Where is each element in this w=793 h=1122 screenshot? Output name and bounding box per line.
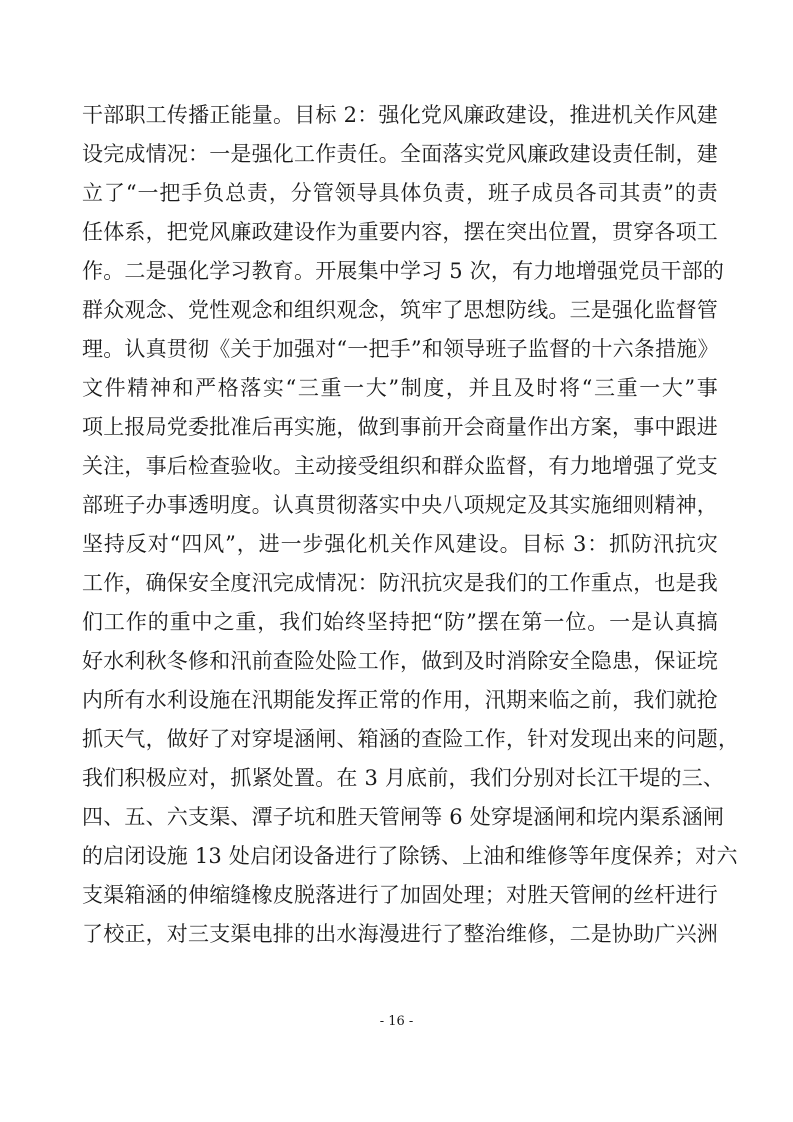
text-line: 作。二是强化学习教育。开展集中学习 5 次，有力地增强党员干部的 <box>82 259 725 283</box>
text-line: 的启闭设施 13 处启闭设备进行了除锈、上油和维修等年度保养；对六 <box>82 844 738 868</box>
text-line: 关注，事后检查验收。主动接受组织和群众监督，有力地增强了党支 <box>82 454 718 478</box>
text-line: 项上报局党委批准后再实施，做到事前开会商量作出方案，事中跟进 <box>82 415 718 439</box>
text-line: 理。认真贯彻《关于加强对“一把手”和领导班子监督的十六条措施》 <box>82 337 719 361</box>
page-number: - 16 - <box>379 1014 414 1029</box>
text-line: 支渠箱涵的伸缩缝橡皮脱落进行了加固处理；对胜天管闸的丝杆进行 <box>82 883 718 907</box>
body-text <box>82 96 740 954</box>
text-line: 内所有水利设施在汛期能发挥正常的作用，汛期来临之前，我们就抢 <box>82 688 718 712</box>
text-line: 四、五、六支渠、潭子坑和胜天管闸等 6 处穿堤涵闸和垸内渠系涵闸 <box>82 805 725 829</box>
text-line: 坚持反对“四风”，进一步强化机关作风建设。目标 3：抓防汛抗灾 <box>82 532 718 556</box>
text-line: 文件精神和严格落实“三重一大”制度，并且及时将“三重一大”事 <box>82 376 718 400</box>
text-line: 工作，确保安全度汛完成情况：防汛抗灾是我们的工作重点，也是我 <box>82 571 718 595</box>
text-line: 干部职工传播正能量。目标 2：强化党风廉政建设，推进机关作风建 <box>82 103 718 127</box>
text-line: 我们积极应对，抓紧处置。在 3 月底前，我们分别对长江干堤的三、 <box>82 766 725 790</box>
text-line: 了校正，对三支渠电排的出水海漫进行了整治维修，二是协助广兴洲 <box>82 922 718 946</box>
text-line: 设完成情况：一是强化工作责任。全面落实党风廉政建设责任制，建 <box>82 142 718 166</box>
text-line: 抓天气，做好了对穿堤涵闸、箱涵的查险工作，针对发现出来的问题， <box>82 727 740 751</box>
text-line: 群众观念、党性观念和组织观念，筑牢了思想防线。三是强化监督管 <box>82 298 718 322</box>
text-line: 们工作的重中之重，我们始终坚持把“防”摆在第一位。一是认真搞 <box>82 610 718 634</box>
text-line: 立了“一把手负总责，分管领导具体负责，班子成员各司其责”的责 <box>82 181 718 205</box>
text-line: 任体系，把党风廉政建设作为重要内容，摆在突出位置，贯穿各项工 <box>82 220 718 244</box>
text-line: 部班子办事透明度。认真贯彻落实中央八项规定及其实施细则精神， <box>82 493 718 517</box>
text-line: 好水利秋冬修和汛前查险处险工作，做到及时消除安全隐患，保证垸 <box>82 649 718 673</box>
